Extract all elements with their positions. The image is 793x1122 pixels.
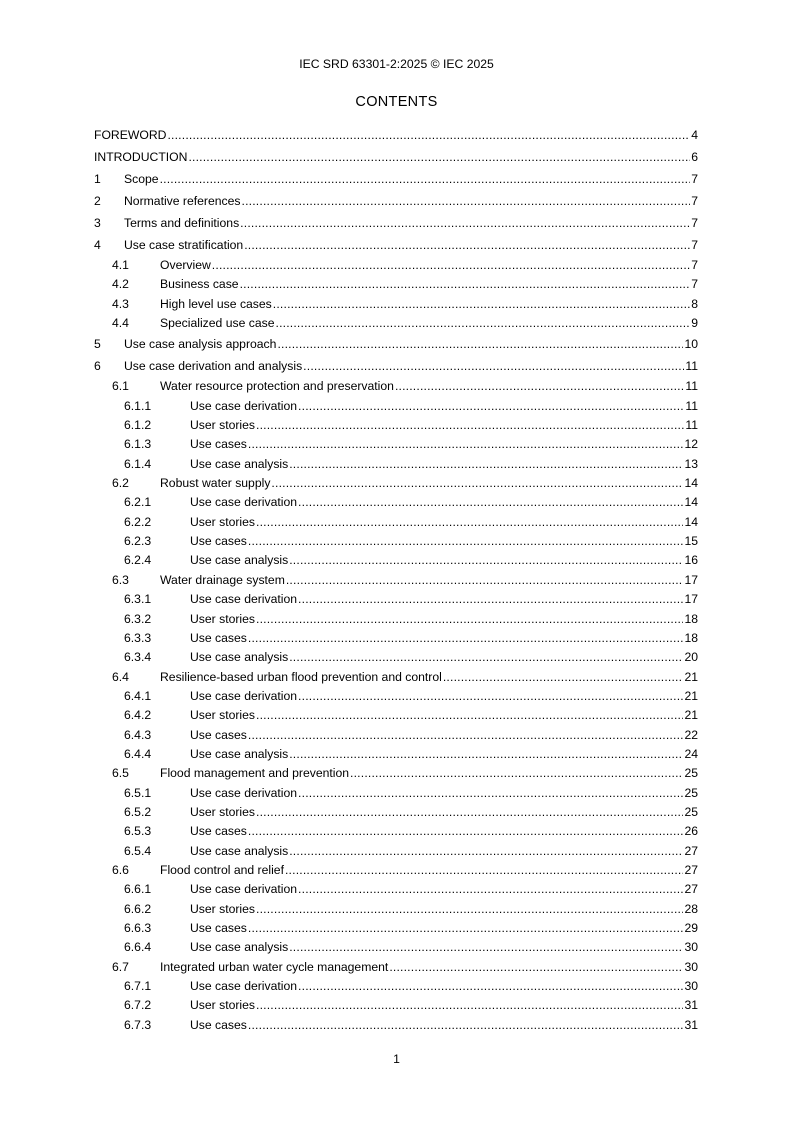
toc-entry-label: Use case derivation	[190, 882, 298, 897]
toc-entry-number: 4.4	[112, 316, 129, 331]
toc-entry-number: 6.1.4	[124, 456, 152, 471]
page-number: 1	[393, 1052, 400, 1066]
dot-leader	[248, 919, 684, 938]
toc-entry[interactable]	[94, 706, 698, 725]
toc-entry[interactable]	[94, 842, 698, 861]
toc-entry[interactable]	[94, 314, 698, 333]
toc-entry-label: Robust water supply	[160, 476, 271, 491]
toc-entry-label: Resilience-based urban flood prevention and control	[160, 669, 442, 684]
toc-entry[interactable]	[94, 474, 698, 493]
toc-entry[interactable]	[94, 256, 698, 275]
toc-entry[interactable]	[94, 333, 698, 355]
dot-leader	[285, 861, 683, 880]
table-of-contents	[94, 124, 698, 1035]
toc-entry-label: Use case derivation	[190, 688, 298, 703]
toc-entry-number: 6.4.3	[124, 727, 152, 742]
toc-entry-page: 28	[684, 901, 698, 916]
toc-entry-label: Flood management and prevention	[160, 766, 350, 781]
dot-leader	[256, 803, 683, 822]
toc-entry-number: 6.3.4	[124, 650, 152, 665]
toc-entry[interactable]	[94, 687, 698, 706]
toc-entry-page: 30	[684, 979, 698, 994]
dot-leader	[298, 590, 683, 609]
toc-entry[interactable]	[94, 295, 698, 314]
toc-entry-label: User stories	[190, 998, 256, 1013]
toc-entry-label: High level use cases	[160, 296, 272, 311]
toc-entry-label: Water drainage system	[160, 572, 285, 587]
toc-entry[interactable]	[94, 493, 698, 512]
dot-leader	[244, 234, 690, 256]
toc-entry-number: 6.3.3	[124, 630, 152, 645]
toc-entry[interactable]	[94, 822, 698, 841]
toc-entry-page: 15	[684, 534, 698, 549]
toc-entry[interactable]	[94, 880, 698, 899]
toc-entry-number: 6.5.1	[124, 785, 152, 800]
toc-entry-label: User stories	[190, 514, 256, 529]
toc-entry-number: 4	[94, 238, 101, 252]
toc-entry-label: Use case derivation	[190, 592, 298, 607]
dot-leader	[289, 551, 683, 570]
toc-entry-number: 6.2	[112, 476, 129, 491]
toc-entry-page: 7	[691, 277, 698, 292]
toc-entry-number: 6.6.2	[124, 901, 152, 916]
dot-leader	[298, 687, 683, 706]
dot-leader	[273, 295, 690, 314]
toc-entry-number: 6.4.2	[124, 708, 152, 723]
toc-entry-page: 11	[685, 379, 698, 394]
toc-entry-label: User stories	[190, 611, 256, 626]
toc-entry[interactable]	[94, 168, 698, 190]
toc-entry-label: Use cases	[190, 1017, 247, 1032]
dot-leader	[248, 726, 684, 745]
toc-entry-number: 6.6.1	[124, 882, 152, 897]
toc-entry-page: 14	[684, 514, 698, 529]
toc-entry-number: 6.2.3	[124, 534, 152, 549]
toc-entry[interactable]	[94, 551, 698, 570]
toc-entry[interactable]	[94, 958, 698, 977]
toc-entry-page: 11	[685, 398, 698, 413]
toc-entry-label: Use case analysis	[190, 746, 289, 761]
toc-entry-label: Overview	[160, 258, 211, 272]
dot-leader	[286, 571, 684, 590]
toc-entry-page: 21	[684, 688, 698, 703]
toc-entry[interactable]	[94, 668, 698, 687]
toc-entry-page: 26	[684, 824, 698, 839]
toc-entry-number: 6.7.3	[124, 1017, 152, 1032]
toc-entry-label: User stories	[190, 708, 256, 723]
dot-leader	[298, 397, 684, 416]
dot-leader	[289, 842, 683, 861]
toc-entry-label: Scope	[124, 172, 159, 186]
toc-entry-label: Use case analysis approach	[124, 337, 277, 352]
dot-leader	[289, 455, 683, 474]
toc-entry-label: Use cases	[190, 630, 247, 645]
toc-entry-number: 6.1.2	[124, 418, 152, 433]
toc-entry-page: 7	[691, 238, 698, 252]
page-title: CONTENTS	[355, 94, 438, 110]
toc-entry-page: 4	[691, 128, 698, 142]
toc-entry[interactable]	[94, 355, 698, 377]
toc-entry-page: 7	[691, 194, 698, 208]
dot-leader	[298, 493, 683, 512]
toc-entry-page: 22	[684, 727, 698, 742]
toc-entry-page: 21	[684, 669, 698, 684]
dot-leader	[389, 958, 683, 977]
toc-entry-number: 6.6	[112, 862, 129, 877]
toc-entry-number: 6.4.1	[124, 688, 152, 703]
toc-entry-label: FOREWORD	[94, 128, 167, 142]
toc-entry-page: 17	[684, 592, 698, 607]
dot-leader	[298, 977, 683, 996]
toc-entry-label: Use cases	[190, 824, 247, 839]
toc-entry-page: 7	[691, 258, 698, 272]
dot-leader	[248, 532, 684, 551]
toc-entry-page: 9	[691, 316, 698, 331]
toc-entry-number: 6.3.1	[124, 592, 152, 607]
document-header: IEC SRD 63301-2:2025 © IEC 2025	[299, 57, 494, 71]
dot-leader	[298, 784, 683, 803]
toc-entry[interactable]	[94, 996, 698, 1015]
toc-entry-number: 6.1	[112, 379, 129, 394]
toc-entry-number: 2	[94, 194, 101, 208]
toc-entry-number: 4.2	[112, 277, 129, 292]
toc-entry-label: User stories	[190, 804, 256, 819]
toc-entry-label: Use case derivation	[190, 495, 298, 510]
toc-entry-label: Use case derivation	[190, 398, 298, 413]
toc-entry-label: Use case derivation	[190, 979, 298, 994]
toc-entry-number: 4.1	[112, 258, 129, 272]
toc-entry-label: Use case derivation and analysis	[124, 359, 303, 374]
toc-entry[interactable]	[94, 726, 698, 745]
toc-entry-page: 8	[691, 296, 698, 311]
toc-entry-number: 6.6.3	[124, 921, 152, 935]
toc-entry-number: 6.1.1	[124, 398, 152, 413]
toc-entry-number: 6.4	[112, 669, 129, 684]
toc-entry[interactable]	[94, 900, 698, 919]
toc-entry-label: Use cases	[190, 921, 247, 935]
toc-entry-number: 4.3	[112, 296, 129, 311]
toc-entry[interactable]	[94, 938, 698, 957]
toc-entry-label: Use cases	[190, 534, 247, 549]
dot-leader	[256, 513, 683, 532]
toc-entry-page: 31	[684, 1017, 698, 1032]
toc-entry[interactable]	[94, 435, 698, 454]
toc-entry-number: 6	[94, 359, 101, 374]
toc-entry[interactable]	[94, 977, 698, 996]
toc-entry-number: 6.2.4	[124, 553, 152, 568]
dot-leader	[248, 629, 684, 648]
toc-entry-number: 6.3.2	[124, 611, 152, 626]
dot-leader	[256, 610, 683, 629]
toc-entry-number: 6.6.4	[124, 940, 152, 955]
dot-leader	[276, 314, 691, 333]
toc-entry[interactable]	[94, 234, 698, 256]
dot-leader	[167, 124, 690, 146]
toc-entry-page: 6	[691, 150, 698, 164]
toc-entry-number: 6.7.1	[124, 979, 152, 994]
toc-entry[interactable]	[94, 590, 698, 609]
toc-entry[interactable]	[94, 784, 698, 803]
dot-leader	[298, 880, 683, 899]
toc-entry-label: Terms and definitions	[124, 216, 240, 230]
toc-entry-number: 6.1.3	[124, 437, 152, 452]
toc-entry[interactable]	[94, 861, 698, 880]
toc-entry-page: 18	[684, 611, 698, 626]
toc-entry-label: Use case derivation	[190, 785, 298, 800]
dot-leader	[256, 416, 684, 435]
dot-leader	[289, 648, 683, 667]
toc-entry-page: 16	[684, 553, 698, 568]
toc-entry-page: 12	[684, 437, 698, 452]
dot-leader	[289, 745, 683, 764]
dot-leader	[277, 333, 683, 355]
toc-entry[interactable]	[94, 416, 698, 435]
toc-entry-page: 17	[684, 572, 698, 587]
toc-entry[interactable]	[94, 377, 698, 396]
toc-entry-label: Use case analysis	[190, 553, 289, 568]
toc-entry-label: User stories	[190, 418, 256, 433]
toc-entry[interactable]	[94, 1016, 698, 1035]
toc-entry-number: 6.3	[112, 572, 129, 587]
toc-entry[interactable]	[94, 124, 698, 146]
toc-entry-page: 20	[684, 650, 698, 665]
toc-entry-number: 6.5	[112, 766, 129, 781]
toc-entry-number: 6.5.2	[124, 804, 152, 819]
toc-entry-number: 6.5.4	[124, 843, 152, 858]
toc-entry-page: 25	[684, 785, 698, 800]
toc-entry-number: 6.7	[112, 959, 129, 974]
toc-entry[interactable]	[94, 455, 698, 474]
dot-leader	[240, 275, 691, 294]
toc-entry[interactable]	[94, 275, 698, 294]
toc-entry-page: 30	[684, 959, 698, 974]
toc-entry-page: 25	[684, 766, 698, 781]
toc-entry-page: 18	[684, 630, 698, 645]
toc-entry-label: Water resource protection and preservation	[160, 379, 394, 394]
dot-leader	[256, 996, 683, 1015]
dot-leader	[271, 474, 683, 493]
toc-entry-page: 25	[684, 804, 698, 819]
toc-entry-number: 6.7.2	[124, 998, 152, 1013]
dot-leader	[248, 1016, 684, 1035]
toc-entry-number: 5	[94, 337, 101, 352]
toc-entry-number: 6.5.3	[124, 824, 152, 839]
dot-leader	[242, 190, 691, 212]
toc-entry-page: 21	[684, 708, 698, 723]
dot-leader	[303, 355, 684, 377]
toc-entry[interactable]	[94, 745, 698, 764]
toc-entry-label: Business case	[160, 277, 239, 292]
toc-entry-page: 7	[691, 172, 698, 186]
toc-entry-label: INTRODUCTION	[94, 150, 188, 164]
toc-entry[interactable]	[94, 532, 698, 551]
dot-leader	[395, 377, 684, 396]
toc-entry-label: Use case analysis	[190, 940, 289, 955]
toc-entry-page: 10	[684, 337, 698, 352]
toc-entry-page: 11	[685, 418, 698, 433]
toc-entry-page: 24	[684, 746, 698, 761]
dot-leader	[256, 900, 683, 919]
toc-entry-page: 27	[684, 862, 698, 877]
toc-entry-label: Normative references	[124, 194, 241, 208]
toc-entry[interactable]	[94, 190, 698, 212]
dot-leader	[248, 435, 684, 454]
toc-entry-page: 14	[684, 476, 698, 491]
toc-entry-page: 27	[684, 882, 698, 897]
toc-entry-page: 29	[684, 921, 698, 935]
toc-entry-label: Integrated urban water cycle management	[160, 959, 389, 974]
toc-entry[interactable]	[94, 571, 698, 590]
toc-entry[interactable]	[94, 764, 698, 783]
toc-entry-page: 14	[684, 495, 698, 510]
dot-leader	[248, 822, 684, 841]
toc-entry[interactable]	[94, 803, 698, 822]
toc-entry[interactable]	[94, 919, 698, 938]
toc-entry-label: Use case stratification	[124, 238, 244, 252]
toc-entry-number: 1	[94, 172, 101, 186]
toc-entry-label: Use cases	[190, 437, 247, 452]
toc-entry-number: 6.2.2	[124, 514, 152, 529]
toc-entry[interactable]	[94, 648, 698, 667]
dot-leader	[256, 706, 683, 725]
toc-entry-label: Use case analysis	[190, 456, 289, 471]
toc-entry-number: 6.4.4	[124, 746, 152, 761]
toc-entry-page: 27	[684, 843, 698, 858]
toc-entry-page: 13	[684, 456, 698, 471]
dot-leader	[289, 938, 683, 957]
dot-leader	[240, 212, 690, 234]
toc-entry-label: Use cases	[190, 727, 247, 742]
toc-entry[interactable]	[94, 146, 698, 168]
toc-entry-page: 31	[684, 998, 698, 1013]
toc-entry-page: 11	[685, 359, 698, 374]
dot-leader	[212, 256, 690, 275]
toc-entry-label: User stories	[190, 901, 256, 916]
toc-entry-label: Flood control and relief	[160, 862, 284, 877]
toc-entry-label: Use case analysis	[190, 843, 289, 858]
toc-entry-label: Specialized use case	[160, 316, 275, 331]
toc-entry-number: 6.2.1	[124, 495, 152, 510]
toc-entry[interactable]	[94, 513, 698, 532]
dot-leader	[188, 146, 690, 168]
toc-entry[interactable]	[94, 610, 698, 629]
toc-entry[interactable]	[94, 397, 698, 416]
toc-entry[interactable]	[94, 629, 698, 648]
toc-entry[interactable]	[94, 212, 698, 234]
dot-leader	[443, 668, 684, 687]
dot-leader	[350, 764, 683, 783]
toc-entry-label: Use case analysis	[190, 650, 289, 665]
toc-entry-page: 30	[684, 940, 698, 955]
toc-entry-number: 3	[94, 216, 101, 230]
toc-entry-page: 7	[691, 216, 698, 230]
dot-leader	[160, 168, 691, 190]
